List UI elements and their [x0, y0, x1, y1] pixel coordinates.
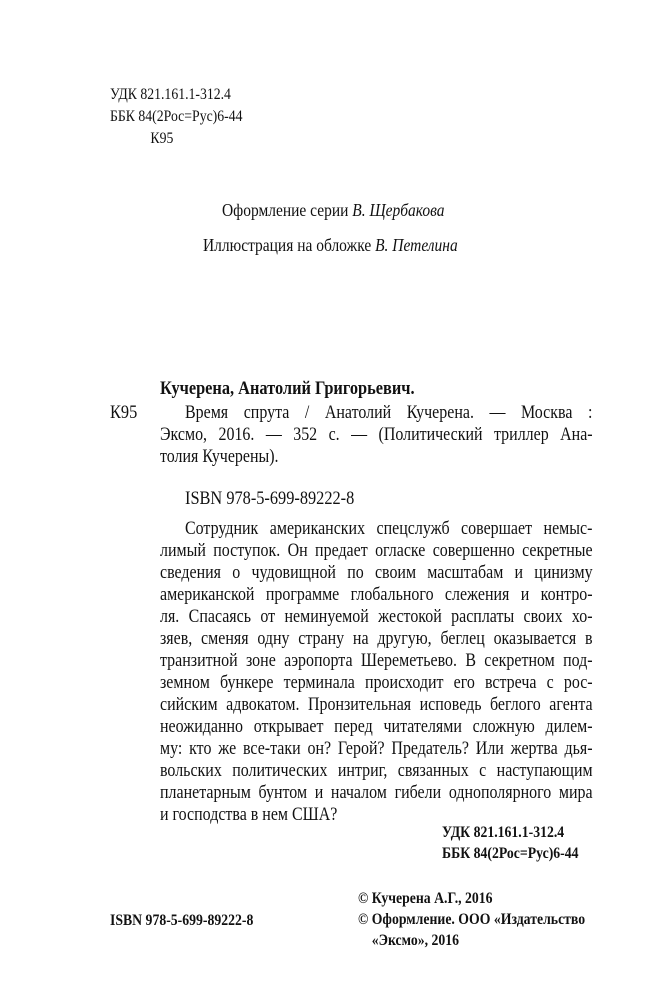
cover-illustration-credit [203, 235, 458, 256]
copyright-design-line2: «Эксмо», 2016 [371, 932, 460, 949]
series-design-label: Оформление серии [222, 200, 349, 220]
annotation [160, 540, 593, 826]
annotation-first-line [185, 518, 592, 540]
annotation-line: Сотрудник американских спецслужб совершает немыс- [185, 518, 593, 539]
annotation-line: американской программе глобального слежения и контро- [160, 584, 593, 605]
annotation-line: планетарным бунтом и началом гибели однополярного мира [160, 782, 593, 803]
cover-illustration-label: Иллюстрация на обложке [203, 235, 372, 255]
bibliography-mark: К95 [110, 402, 138, 423]
bibliography-line: Время спрута / Анатолий Кучерена. — Москва : [185, 402, 593, 423]
annotation-line: и господства в нем США? [160, 804, 338, 825]
bibliography-description-cont [160, 424, 593, 468]
author-mark: К95 [150, 130, 174, 147]
copyright-block [358, 888, 585, 951]
bibliography-line: толия Кучерены). [160, 446, 279, 467]
copyright-design-line1: © Оформление. ООО «Издательство [358, 911, 586, 928]
classification-codes-top [110, 84, 242, 150]
annotation-line: земном бункере терминала происходит его встреча с рос- [160, 672, 593, 693]
bibliography-description [185, 402, 592, 424]
annotation-line: лимый поступок. Он предает огласке совершенно секретные [160, 540, 593, 561]
annotation-line: неожиданно открывает перед читателями сложную дилем- [160, 716, 593, 737]
series-designer-name: В. Щербакова [352, 200, 445, 220]
annotation-line: транзитной зоне аэропорта Шереметьево. В секретном под- [160, 650, 593, 671]
bibliography-author: Кучерена, Анатолий Григорьевич. [160, 378, 415, 399]
cover-illustrator-name: В. Петелина [375, 235, 458, 255]
bibliography-isbn: ISBN 978-5-699-89222-8 [185, 488, 355, 509]
annotation-line: зяев, сменяя одну страну на другую, беглец оказывается в [160, 628, 593, 649]
copyright-author: © Кучерена А.Г., 2016 [358, 890, 493, 907]
annotation-line: сведения о чудовищной по своим масштабам и цинизму [160, 562, 593, 583]
udk-code: УДК 821.161.1-312.4 [110, 86, 231, 103]
udk-code-bottom: УДК 821.161.1-312.4 [442, 824, 565, 841]
bbk-code: ББК 84(2Рос=Рус)6-44 [110, 108, 243, 125]
series-design-credit [222, 200, 445, 221]
annotation-line: му: кто же все-таки он? Герой? Предатель? Или жертва дья- [160, 738, 593, 759]
annotation-line: ля. Спасаясь от неминуемой жестокой расплаты своих хо- [160, 606, 593, 627]
classification-codes-bottom [442, 822, 578, 864]
isbn-bottom: ISBN 978-5-699-89222-8 [110, 912, 254, 929]
bbk-code-bottom: ББК 84(2Рос=Рус)6-44 [442, 845, 579, 862]
bibliography-line: Эксмо, 2016. — 352 с. — (Политический триллер Ана- [160, 424, 593, 445]
annotation-line: сийским адвокатом. Пронзительная исповедь беглого агента [160, 694, 593, 715]
annotation-line: вольских политических интриг, связанных с наступающим [160, 760, 593, 781]
